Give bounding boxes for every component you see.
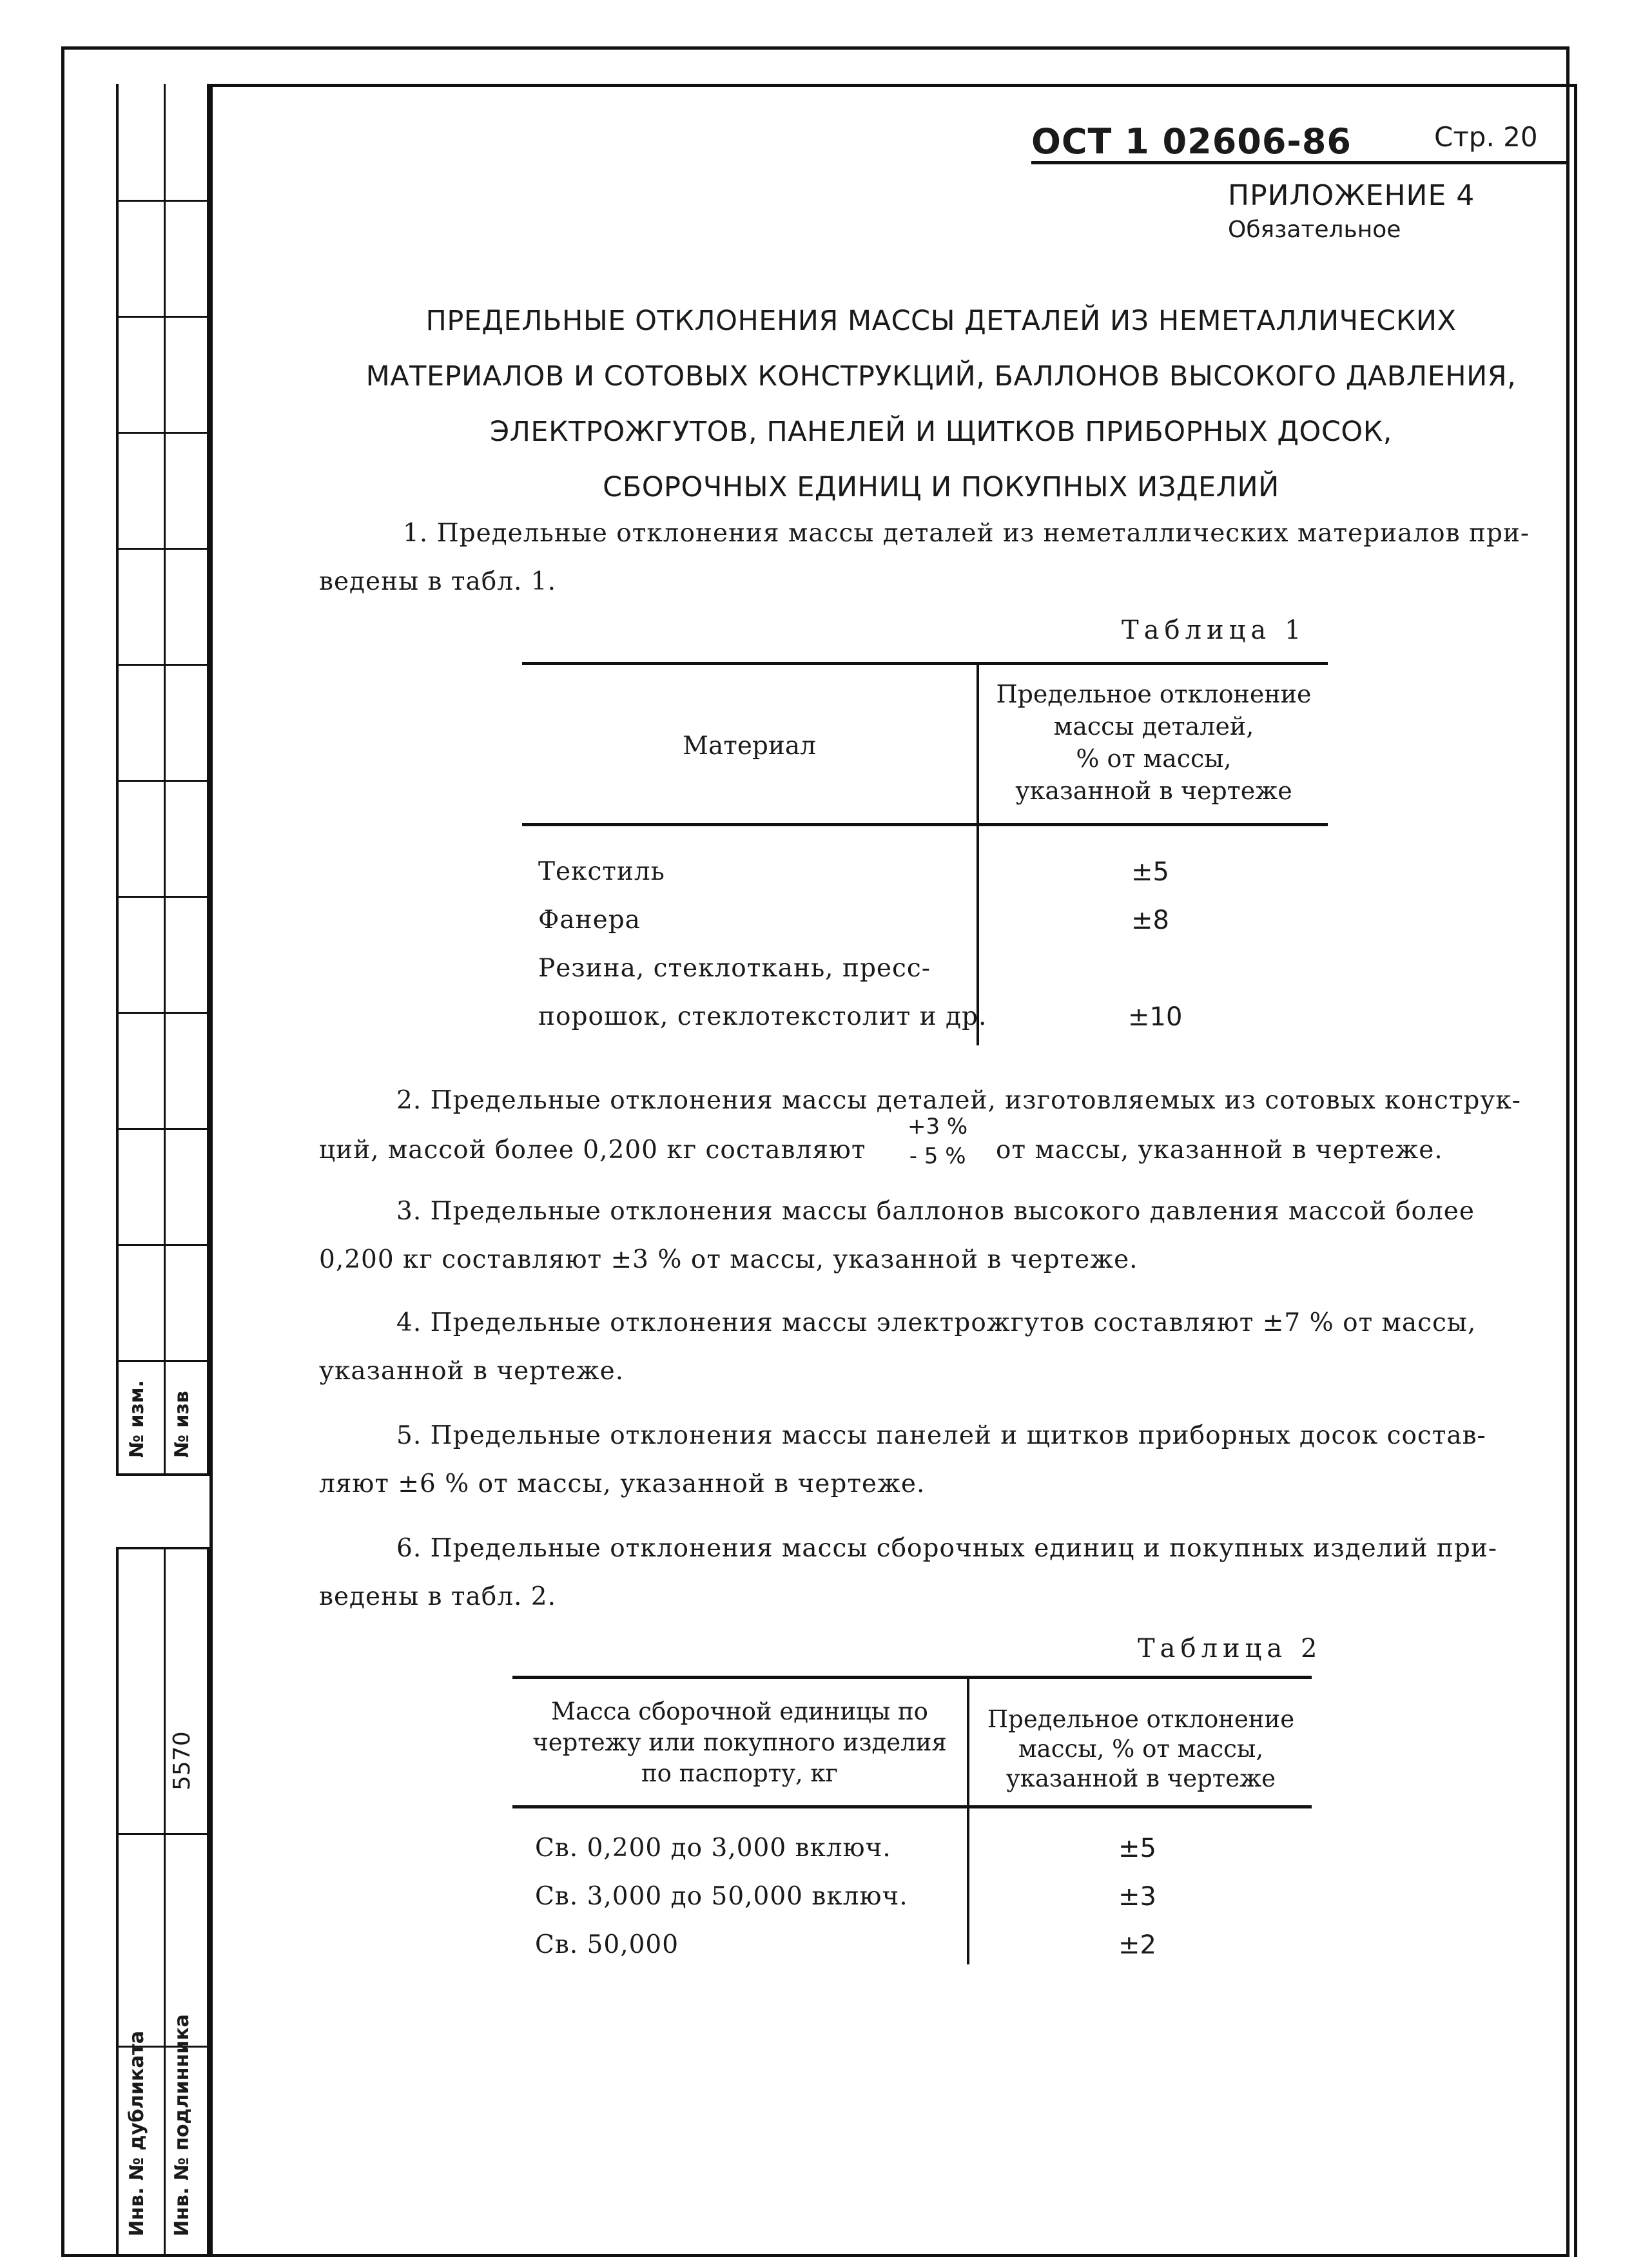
table2-header-mass: Масса сборочной единицы по чертежу или покупного изделия по паспорту, кг	[532, 1698, 947, 1787]
table-cell: порошок, стеклотекстолит и др.	[538, 1002, 987, 1031]
table2-top-rule	[512, 1676, 1312, 1679]
side-stamp-top	[116, 84, 209, 1476]
table1-header-deviation: Предельное отклонение массы деталей, % от массы, указанной в чертеже	[996, 680, 1312, 805]
para1-line1: 1. Предельные отклонения массы деталей из неметаллических материалов при-	[403, 519, 1530, 548]
table-cell: ±8	[1131, 906, 1169, 935]
table2-caption: Таблица 2	[1138, 1634, 1323, 1663]
table1-header-material: Материал	[683, 732, 816, 761]
table-cell: ±5	[1118, 1834, 1156, 1863]
para3-line2: 0,200 кг составляют ±3 % от массы, указанной в чертеже.	[319, 1245, 1138, 1274]
duplicate-inventory-label: Инв. № дубликата	[126, 2030, 148, 2236]
table-cell: Св. 50,000	[535, 1930, 679, 1959]
table1-header-rule	[522, 823, 1328, 826]
table1-top-rule	[522, 662, 1328, 665]
table-cell: ±3	[1118, 1882, 1156, 1912]
title-line: МАТЕРИАЛОВ И СОТОВЫХ КОНСТРУКЦИЙ, БАЛЛОНОВ ВЫСОКОГО ДАВЛЕНИЯ,	[365, 360, 1517, 393]
title-line: ПРЕДЕЛЬНЫЕ ОТКЛОНЕНИЯ МАССЫ ДЕТАЛЕЙ ИЗ НЕМЕТАЛЛИЧЕСКИХ	[425, 305, 1457, 337]
annex-status: Обязательное	[1228, 217, 1401, 243]
para4-line1: 4. Предельные отклонения массы электрожгутов составляют ±7 % от массы,	[396, 1308, 1477, 1337]
document-title	[309, 293, 1573, 515]
title-line: СБОРОЧНЫХ ЕДИНИЦ И ПОКУПНЫХ ИЗДЕЛИЙ	[603, 471, 1279, 503]
table2-column-rule	[967, 1676, 969, 1964]
table-cell: Текстиль	[538, 857, 665, 886]
original-number: 5570	[169, 1731, 195, 1790]
table-cell: ±2	[1118, 1930, 1156, 1960]
para3-line1: 3. Предельные отклонения массы баллонов высокого давления массой более	[396, 1197, 1475, 1226]
notice-number-label: № изв	[171, 1391, 193, 1458]
change-number-label: № изм.	[126, 1380, 148, 1458]
table-cell: Фанера	[538, 906, 641, 935]
para6-line2: ведены в табл. 2.	[319, 1582, 556, 1611]
para2-line2-start: ций, массой более 0,200 кг составляют	[319, 1136, 866, 1165]
title-line: ЭЛЕКТРОЖГУТОВ, ПАНЕЛЕЙ И ЩИТКОВ ПРИБОРНЫХ ДОСОК,	[490, 416, 1392, 448]
para5-line1: 5. Предельные отклонения массы панелей и щитков приборных досок состав-	[396, 1421, 1486, 1450]
table-cell: Св. 3,000 до 50,000 включ.	[535, 1882, 908, 1911]
table2-header-deviation: Предельное отклонение массы, % от массы, указанной в чертеже	[987, 1705, 1295, 1792]
para2-line1: 2. Предельные отклонения массы деталей, изготовляемых из сотовых конструк-	[396, 1086, 1521, 1115]
table-cell: Резина, стеклоткань, пресс-	[538, 954, 931, 983]
para6-line1: 6. Предельные отклонения массы сборочных единиц и покупных изделий при-	[396, 1534, 1497, 1563]
original-inventory-label: Инв. № подлинника	[171, 2014, 193, 2236]
table-cell: ±5	[1131, 857, 1169, 887]
page-number: Стр. 20	[1434, 121, 1538, 153]
table-cell: ±10	[1128, 1002, 1183, 1032]
para2-line2-end: от массы, указанной в чертеже.	[996, 1136, 1443, 1165]
header-rule	[1031, 161, 1569, 164]
para1-line2: ведены в табл. 1.	[319, 567, 556, 596]
table1-caption: Таблица 1	[1122, 615, 1307, 645]
tolerance-fraction: +3 % - 5 %	[908, 1114, 968, 1169]
annex-title: ПРИЛОЖЕНИЕ 4	[1228, 179, 1475, 212]
para5-line2: ляют ±6 % от массы, указанной в чертеже.	[319, 1469, 926, 1498]
table2-header-rule	[512, 1805, 1312, 1808]
standard-code: ОСТ 1 02606-86	[1031, 121, 1352, 162]
para4-line2: указанной в чертеже.	[319, 1357, 625, 1386]
table-cell: Св. 0,200 до 3,000 включ.	[535, 1834, 891, 1863]
table1-column-rule	[977, 662, 979, 1045]
